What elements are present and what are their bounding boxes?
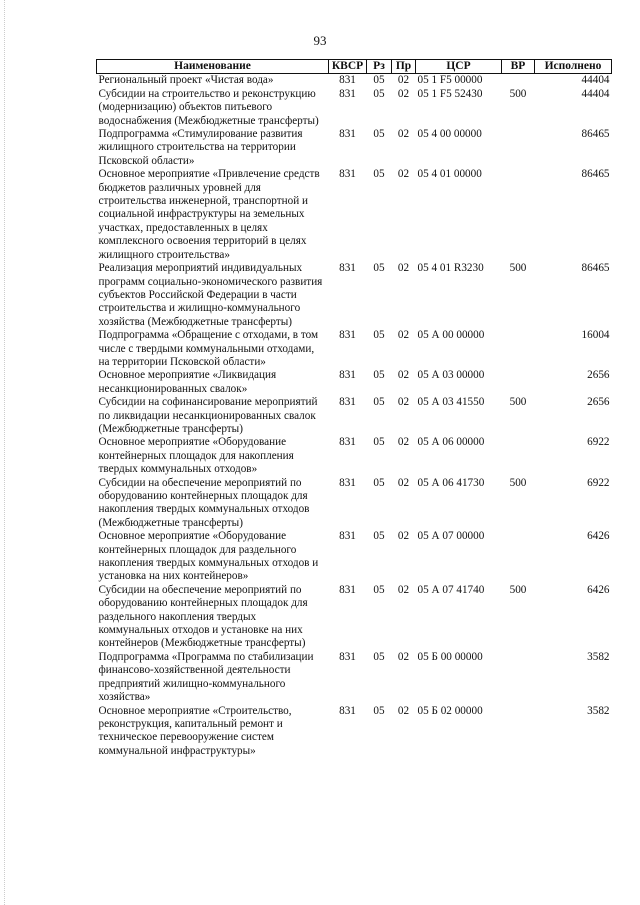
table-row	[97, 396, 612, 436]
cell-executed: 44404	[581, 74, 610, 87]
cell-rz: 05	[373, 369, 385, 382]
scan-edge-marks	[4, 0, 7, 905]
cell-executed: 6922	[587, 476, 610, 489]
cell-vr: 500	[509, 87, 527, 100]
header-executed: Исполнено	[535, 60, 612, 74]
cell-csr: 05 Б 02 00000	[417, 704, 483, 717]
cell-kvsr: 831	[339, 583, 356, 596]
cell-name: Подпрограмма «Стимулирование развития жилищного строительства на территории Псковской области»	[98, 128, 303, 167]
cell-rz: 05	[373, 650, 385, 663]
cell-csr: 05 А 07 41740	[417, 583, 485, 596]
cell-kvsr: 831	[339, 530, 356, 543]
cell-kvsr: 831	[339, 396, 356, 409]
cell-executed: 3582	[587, 650, 610, 663]
cell-rz: 05	[373, 476, 385, 489]
cell-name: Субсидии на софинансирование мероприятий по ликвидации несанкционированных свалок (Межбюджетные трансферты)	[98, 396, 318, 435]
cell-csr: 05 А 03 00000	[417, 369, 485, 382]
cell-pr: 02	[397, 583, 410, 596]
cell-pr: 02	[397, 476, 410, 489]
cell-name: Реализация мероприятий индивидуальных программ социально-экономического развития субъектов Российской Федерации в части строительства и жилищно-коммунального хозяйства (Межбюджетные трансферты)	[98, 262, 323, 328]
cell-pr: 02	[397, 168, 410, 181]
cell-rz: 05	[373, 396, 385, 409]
cell-executed: 6426	[587, 583, 610, 596]
table-row	[97, 262, 612, 329]
table-row	[97, 477, 612, 531]
cell-kvsr: 831	[339, 329, 356, 342]
table-row	[97, 88, 612, 128]
cell-executed: 86465	[581, 262, 610, 275]
table-header-row	[97, 60, 612, 74]
cell-kvsr: 831	[339, 74, 356, 87]
cell-pr: 02	[397, 329, 410, 342]
cell-name: Основное мероприятие «Привлечение средств бюджетов различных уровней для строительства инженерной, транспортной и социальной инфраструктуры на земельных участках, предоставленных в целях комплексного освоения территорий в целях жилищного строительства»	[98, 168, 320, 261]
cell-rz: 05	[373, 704, 385, 717]
table-row	[97, 584, 612, 651]
cell-csr: 05 Б 00 00000	[417, 650, 483, 663]
table-row	[97, 329, 612, 369]
cell-pr: 02	[397, 530, 410, 543]
cell-rz: 05	[373, 436, 385, 449]
table-row	[97, 530, 612, 584]
cell-kvsr: 831	[339, 262, 356, 275]
cell-csr: 05 1 F5 52430	[417, 87, 483, 100]
header-csr: ЦСР	[416, 60, 502, 74]
cell-rz: 05	[373, 262, 385, 275]
cell-vr	[502, 329, 535, 369]
cell-kvsr: 831	[339, 476, 356, 489]
page-number: 93	[313, 33, 327, 48]
cell-pr: 02	[397, 436, 410, 449]
cell-kvsr: 831	[339, 369, 356, 382]
cell-name: Основное мероприятие «Оборудование контейнерных площадок для накопления твердых коммунальных отходов»	[98, 436, 294, 476]
cell-kvsr: 831	[339, 704, 356, 717]
cell-rz: 05	[373, 87, 385, 100]
cell-pr: 02	[397, 704, 410, 717]
cell-executed: 44404	[581, 87, 610, 100]
cell-pr: 02	[397, 369, 410, 382]
table-row	[97, 436, 612, 476]
cell-rz: 05	[373, 74, 385, 87]
cell-vr: 500	[509, 396, 527, 409]
cell-rz: 05	[373, 128, 385, 141]
cell-vr	[502, 436, 535, 476]
cell-csr: 05 А 03 41550	[417, 396, 485, 409]
cell-vr	[502, 530, 535, 584]
cell-name: Подпрограмма «Программа по стабилизации финансово-хозяйственной деятельности предприятий жилищно-коммунального хозяйства»	[98, 650, 314, 704]
table-row	[97, 705, 612, 759]
cell-vr	[502, 369, 535, 396]
cell-executed: 86465	[581, 168, 610, 181]
cell-vr: 500	[509, 476, 527, 489]
cell-rz: 05	[373, 168, 385, 181]
cell-executed: 86465	[581, 128, 610, 141]
cell-pr: 02	[397, 87, 410, 100]
cell-rz: 05	[373, 583, 385, 596]
cell-vr: 500	[509, 262, 527, 275]
cell-pr: 02	[397, 74, 410, 87]
cell-executed: 6426	[587, 530, 610, 543]
cell-rz: 05	[373, 530, 385, 543]
cell-name: Региональный проект «Чистая вода»	[98, 74, 274, 87]
cell-name: Основное мероприятие «Строительство, реконструкция, капитальный ремонт и техническое перевооружение систем коммунальной инфраструктуры»	[98, 704, 292, 757]
cell-rz: 05	[373, 329, 385, 342]
cell-name: Субсидии на обеспечение мероприятий по оборудованию контейнерных площадок для накопления твердых коммунальных отходов (Межбюджетные трансферты)	[98, 476, 310, 529]
cell-name: Субсидии на строительство и реконструкцию (модернизацию) объектов питьевого водоснабжения (Межбюджетные трансферты)	[98, 87, 319, 127]
header-kvsr: КВСР	[329, 60, 367, 74]
cell-csr: 05 1 F5 00000	[417, 74, 483, 87]
header-rz: Рз	[367, 60, 392, 74]
cell-vr	[502, 74, 535, 88]
budget-table	[96, 59, 612, 758]
table-row	[97, 651, 612, 705]
cell-executed: 2656	[587, 396, 610, 409]
cell-vr: 500	[509, 583, 527, 596]
cell-executed: 16004	[581, 329, 610, 342]
cell-name: Подпрограмма «Обращение с отходами, в том числе с твердыми коммунальными отходами, на территории Псковской области»	[98, 329, 319, 368]
cell-kvsr: 831	[339, 87, 356, 100]
cell-csr: 05 А 06 41730	[417, 476, 485, 489]
header-vr: ВР	[502, 60, 535, 74]
cell-pr: 02	[397, 650, 410, 663]
cell-pr: 02	[397, 128, 410, 141]
cell-kvsr: 831	[339, 128, 356, 141]
cell-vr	[502, 168, 535, 262]
cell-executed: 3582	[587, 704, 610, 717]
cell-name: Основное мероприятие «Оборудование контейнерных площадок для раздельного накопления твердых коммунальных отходов и установка на них контейнеров»	[98, 530, 319, 583]
cell-pr: 02	[397, 396, 410, 409]
cell-csr: 05 4 01 R3230	[417, 262, 484, 275]
table-row	[97, 74, 612, 88]
header-name: Наименование	[97, 60, 329, 74]
cell-csr: 05 4 01 00000	[417, 168, 482, 181]
cell-kvsr: 831	[339, 168, 356, 181]
table-body	[97, 74, 612, 758]
table-row	[97, 369, 612, 396]
cell-csr: 05 А 07 00000	[417, 530, 485, 543]
cell-executed: 6922	[587, 436, 610, 449]
cell-vr	[502, 651, 535, 705]
cell-csr: 05 4 00 00000	[417, 128, 482, 141]
cell-csr: 05 А 00 00000	[417, 329, 485, 342]
cell-kvsr: 831	[339, 436, 356, 449]
cell-kvsr: 831	[339, 650, 356, 663]
table-row	[97, 168, 612, 262]
cell-csr: 05 А 06 00000	[417, 436, 485, 449]
cell-pr: 02	[397, 262, 410, 275]
cell-name: Основное мероприятие «Ликвидация несанкционированных свалок»	[98, 369, 277, 395]
cell-executed: 2656	[587, 369, 610, 382]
cell-vr	[502, 705, 535, 759]
cell-name: Субсидии на обеспечение мероприятий по оборудованию контейнерных площадок для раздельного накопления твердых коммунальных отходов и установке на них контейнеров (Межбюджетные трансферты)	[98, 583, 308, 650]
cell-vr	[502, 128, 535, 168]
table-row	[97, 128, 612, 168]
header-pr: Пр	[392, 60, 416, 74]
